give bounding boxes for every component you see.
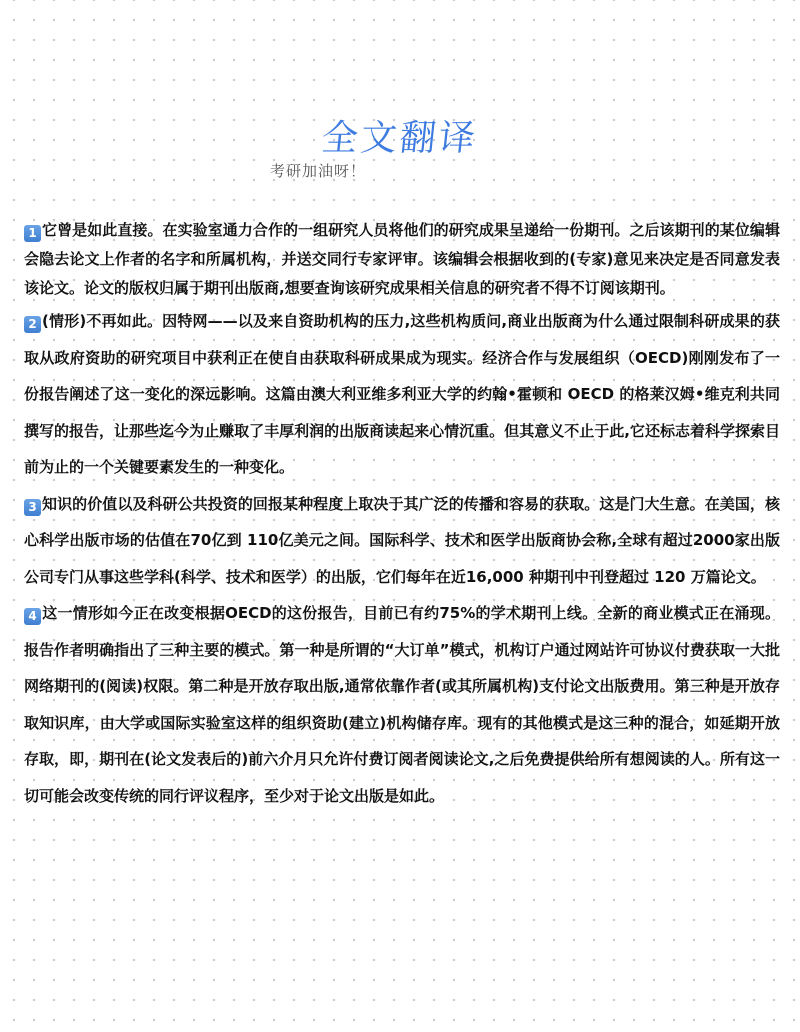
paragraph-2 [24,303,780,486]
number-1-badge-icon: 1 [24,225,41,242]
number-4-badge-icon: 4 [24,608,41,625]
page-title: 全文翻译 [319,118,480,159]
page-subtitle: 考研加油呀！ [270,162,367,180]
paragraph-3-text: 知识的价值以及科研公共投资的回报某种程度上取决于其广泛的传播和容易的获取。这是门大生意。在美国，核心科学出版市场的估值在70亿到 110亿美元之间。国际科学、技术和医学出版商协会称,全球有超过2000家出版公司专门从事这些学科(科学、技术和医学）的出版，它们每年在近16,000 种期刊中刊登超过 120 万篇论文。 [24,494,780,586]
paragraph-1 [24,216,780,303]
paragraph-4 [24,595,780,814]
paragraph-1-text: 它曾是如此直接。在实验室通力合作的一组研究人员将他们的研究成果呈递给一份期刊。之后该期刊的某位编辑会隐去论文上作者的名字和所属机构，并送交同行专家评审。该编辑会根据收到的(专家)意见来决定是否同意发表该论文。论文的版权归属于期刊出版商,想要查询该研究成果相关信息的研究者不得不订阅该期刊。 [24,221,780,297]
paragraph-2-text: (情形)不再如此。因特网——以及来自资助机构的压力,这些机构质问,商业出版商为什么通过限制科研成果的获取从政府资助的研究项目中获利正在使自由获取科研成果成为现实。经济合作与发展组织（OECD)刚刚发布了一份报告阐述了这一变化的深远影响。这篇由澳大利亚维多利亚大学的约翰•霍顿和 OECD 的格莱汉姆•维克利共同撰写的报告，让那些迄今为止赚取了丰厚利润的出版商读起来心情沉重。但其意义不止于此,它还标志着科学探索目前为止的一个关键要素发生的一种变化。 [24,312,780,476]
number-2-badge-icon: 2 [24,316,41,333]
translation-body [24,216,780,814]
paragraph-4-text: 这一情形如今正在改变根据OECD的这份报告，目前已有约75%的学术期刊上线。全新的商业模式正在涌现。报告作者明确指出了三种主要的模式。第一种是所谓的“大订单”模式，机构订户通过网站许可协议付费获取一大批网络期刊的(阅读)权限。第二种是开放存取出版,通常依靠作者(或其所属机构)支付论文出版费用。第三种是开放存取知识库，由大学或国际实验室这样的组织资助(建立)机构储存库。现有的其他模式是这三种的混合，如延期开放存取，即，期刊在(论文发表后的)前六介月只允许付费订阅者阅读论文,之后免费提供给所有想阅读的人。所有这一切可能会改变传统的同行评议程序，至少对于论文出版是如此。 [24,604,780,805]
number-3-badge-icon: 3 [24,499,41,516]
paragraph-3 [24,486,780,596]
